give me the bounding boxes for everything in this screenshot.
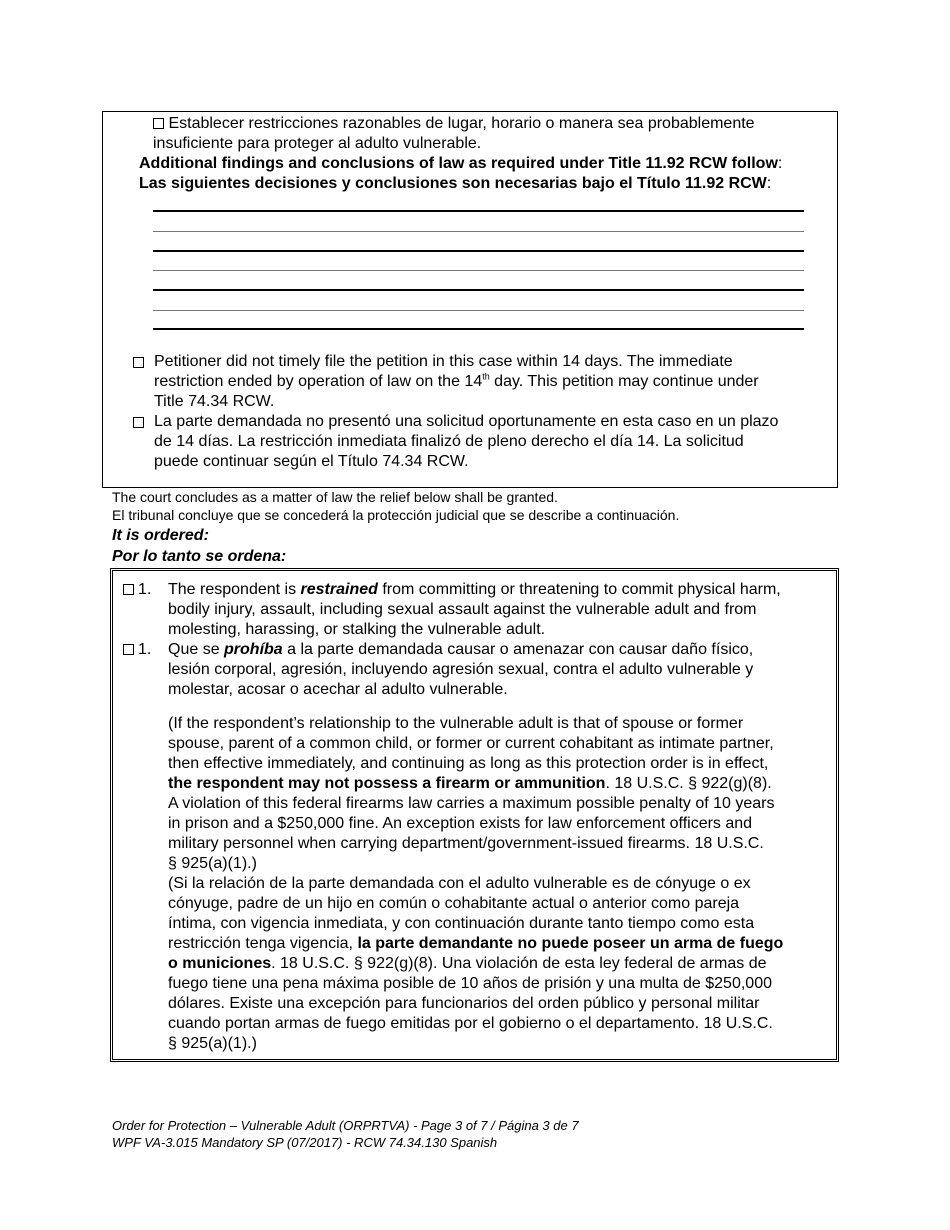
ordered-heading-en: It is ordered: [112,527,209,544]
petitioner-es-checkbox[interactable] [133,417,144,428]
firearm-es-line6: fuego tiene una pena máxima posible de 10 años de prisión y una multa de $250,000 [168,975,772,992]
firearm-es-line3: íntima, con vigencia inmediata, y con continuación durante tanto tiempo como esta [168,915,755,932]
petitioner-es-line1: La parte demandada no presentó una solicitud oportunamente en esta caso en un plazo [154,413,779,430]
findings-heading-es: Las siguientes decisiones y conclusiones son necesarias bajo el Título 11.92 RCW: [139,175,772,192]
petitioner-en-line3: Title 74.34 RCW. [154,393,275,410]
firearm-en-line8: § 925(a)(1).) [168,855,257,872]
findings-writing-line[interactable] [153,231,804,232]
conclusion-en: The court concludes as a matter of law the relief below shall be granted. [112,489,558,505]
firearm-es-line2: cónyuge, padre de un hijo en común o cohabitante actual o anterior como pareja [168,895,740,912]
findings-writing-line[interactable] [153,310,804,311]
findings-heading-en: Additional findings and conclusions of law as required under Title 11.92 RCW follow: [139,155,783,172]
petitioner-es-line3: puede continuar según el Título 74.34 RCW. [154,453,469,470]
firearm-en-line2: spouse, parent of a common child, or former or current cohabitant as intimate partner, [168,735,774,752]
conclusion-es: El tribunal concluye que se concederá la protección judicial que se describe a continuación. [112,507,680,523]
ordered-heading-es: Por lo tanto se ordena: [112,548,287,565]
restraint-en-line1: The respondent is restrained from committing or threatening to commit physical harm, [168,581,781,598]
findings-writing-line[interactable] [153,270,804,271]
findings-writing-line[interactable] [153,328,804,330]
petitioner-en-line2: restriction ended by operation of law on the 14th day. This petition may continue under [154,371,759,390]
restraint-es-checkbox[interactable] [123,644,134,655]
firearm-en-line5: A violation of this federal firearms law carries a maximum possible penalty of 10 years [168,795,775,812]
petitioner-en-line1: Petitioner did not timely file the petition in this case within 14 days. The immediate [154,353,733,370]
restraint-es-line1: Que se prohíba a la parte demandada causar o amenazar con causar daño físico, [168,641,754,658]
firearm-es-line8: cuando portan armas de fuego emitidas por el gobierno o el departamento. 18 U.S.C. [168,1015,773,1032]
restraint-en-line2: bodily injury, assault, including sexual assault against the vulnerable adult and from [168,601,757,618]
restrict-option-line1: Establecer restricciones razonables de lugar, horario o manera sea probablemente [153,114,755,134]
petitioner-en-checkbox[interactable] [133,357,144,368]
firearm-es-line1: (Si la relación de la parte demandada con el adulto vulnerable es de cónyuge o ex [168,875,751,892]
petitioner-es-line2: de 14 días. La restricción inmediata finalizó de pleno derecho el día 14. La solicitud [154,433,744,450]
restrict-option-line2: insuficiente para proteger al adulto vulnerable. [153,135,482,152]
footer-form-id: WPF VA-3.015 Mandatory SP (07/2017) - RCW 74.34.130 Spanish [112,1135,498,1150]
restraint-en-line3: molesting, harassing, or stalking the vulnerable adult. [168,621,546,638]
firearm-en-line6: in prison and a $250,000 fine. An exception exists for law enforcement officers and [168,815,753,832]
restraint-en-checkbox[interactable] [123,584,134,595]
firearm-en-line3: then effective immediately, and continuing as long as this protection order is in effect, [168,755,769,772]
firearm-en-line4: the respondent may not possess a firearm or ammunition. 18 U.S.C. § 922(g)(8). [168,775,772,792]
restraint-es-line3: molestar, acosar o acechar al adulto vulnerable. [168,681,508,698]
restraint-es-line2: lesión corporal, agresión, incluyendo agresión sexual, contra el adulto vulnerable y [168,661,754,678]
firearm-es-line7: dólares. Existe una excepción para funcionarios del orden público y personal militar [168,995,760,1012]
item-number: 1. [138,641,152,658]
firearm-en-line7: military personnel when carrying department/government-issued firearms. 18 U.S.C. [168,835,764,852]
firearm-es-line4: restricción tenga vigencia, la parte demandante no puede poseer un arma de fuego [168,935,784,952]
firearm-en-line1: (If the respondent’s relationship to the vulnerable adult is that of spouse or former [168,715,744,732]
firearm-es-line5: o municiones. 18 U.S.C. § 922(g)(8). Una violación de esta ley federal de armas de [168,955,767,972]
restrict-option-checkbox[interactable] [153,118,164,129]
firearm-es-line9: § 925(a)(1).) [168,1035,257,1052]
findings-writing-line[interactable] [153,210,804,212]
item-number: 1. [138,581,152,598]
findings-writing-line[interactable] [153,250,804,252]
footer-title: Order for Protection – Vulnerable Adult (ORPRTVA) - Page 3 of 7 / Página 3 de 7 [112,1118,579,1133]
findings-writing-line[interactable] [153,289,804,291]
